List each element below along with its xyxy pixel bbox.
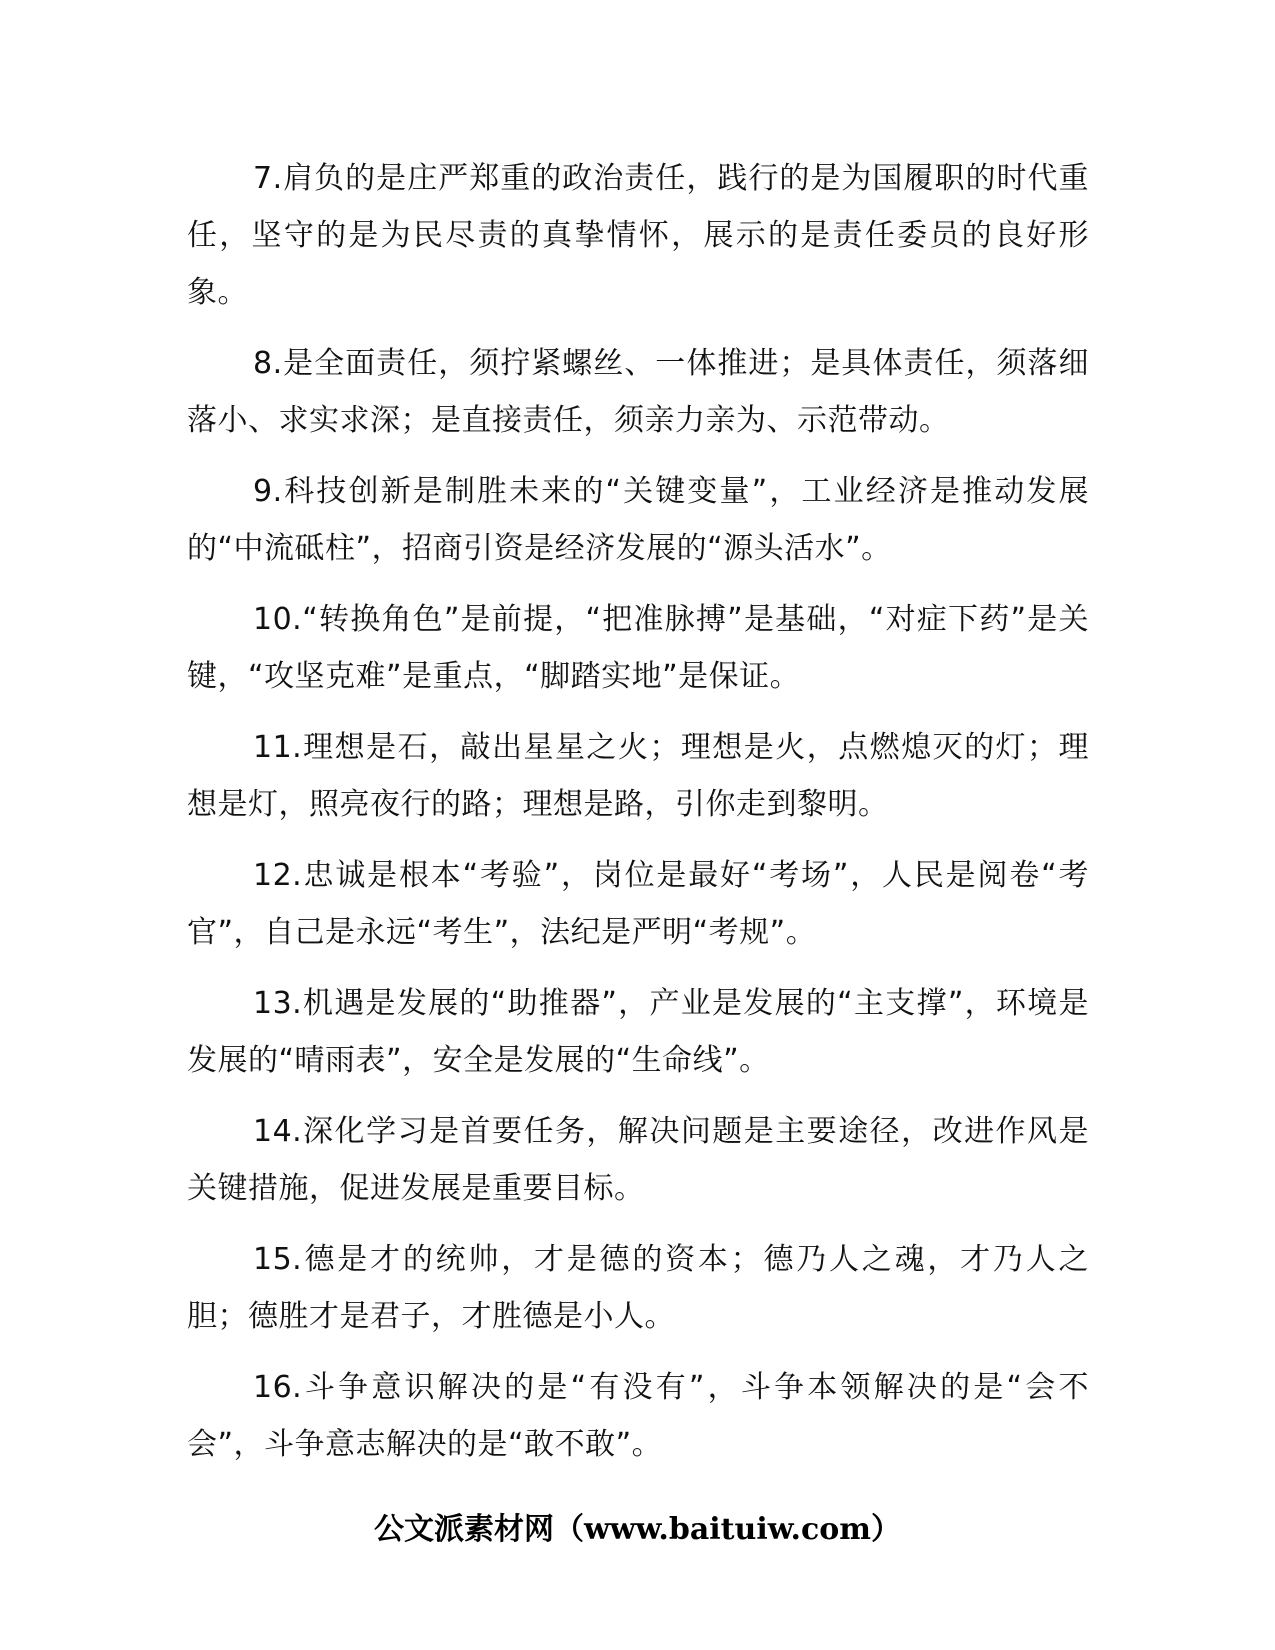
paragraph-8: 8.是全面责任，须拧紧螺丝、一体推进；是具体责任，须落细落小、求实求深；是直接责任，须亲力亲为、示范带动。 (187, 346, 1089, 438)
paragraph-15: 15.德是才的统帅，才是德的资本；德乃人之魂，才乃人之胆；德胜才是君子，才胜德是小人。 (187, 1242, 1089, 1334)
paragraph-11: 11.理想是石，敲出星星之火；理想是火，点燃熄灭的灯；理想是灯，照亮夜行的路；理想是路，引你走到黎明。 (187, 730, 1089, 822)
source-footer: 公文派素材网（www.baituiw.com） (373, 1512, 902, 1547)
paragraph-13: 13.机遇是发展的“助推器”，产业是发展的“主支撑”，环境是发展的“晴雨表”，安全是发展的“生命线”。 (187, 986, 1089, 1078)
paragraph-16: 16.斗争意识解决的是“有没有”，斗争本领解决的是“会不会”，斗争意志解决的是“敢不敢”。 (187, 1370, 1089, 1462)
paragraph-10: 10.“转换角色”是前提，“把准脉搏”是基础，“对症下药”是关键，“攻坚克难”是重点，“脚踏实地”是保证。 (187, 602, 1089, 694)
paragraph-9: 9.科技创新是制胜未来的“关键变量”，工业经济是推动发展的“中流砥柱”，招商引资是经济发展的“源头活水”。 (187, 474, 1089, 566)
paragraph-14: 14.深化学习是首要任务，解决问题是主要途径，改进作风是关键措施，促进发展是重要目标。 (187, 1114, 1089, 1206)
paragraph-12: 12.忠诚是根本“考验”，岗位是最好“考场”，人民是阅卷“考官”，自己是永远“考生”，法纪是严明“考规”。 (187, 858, 1089, 950)
document-body (187, 150, 1089, 1487)
paragraph-7: 7.肩负的是庄严郑重的政治责任，践行的是为国履职的时代重任，坚守的是为民尽责的真挚情怀，展示的是责任委员的良好形象。 (187, 161, 1089, 310)
